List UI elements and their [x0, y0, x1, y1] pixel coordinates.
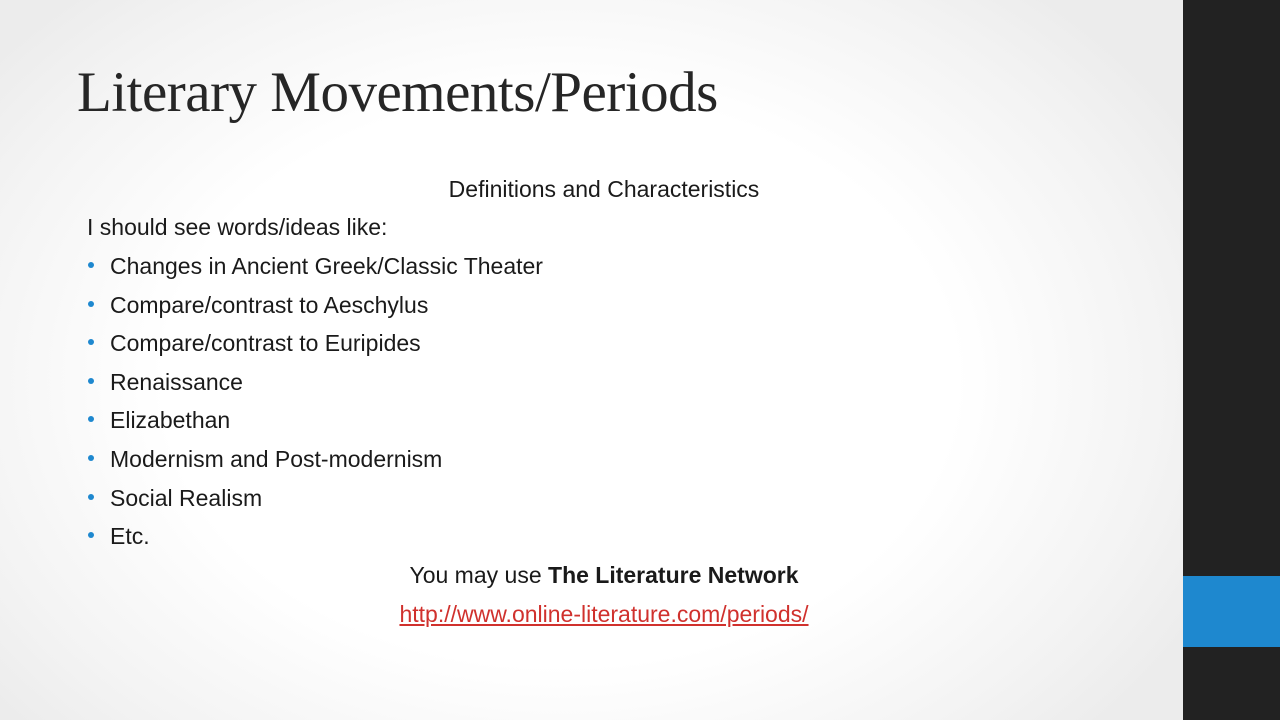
bullet-icon — [88, 494, 94, 500]
list-item — [87, 289, 543, 328]
list-item — [87, 520, 543, 559]
bullet-icon — [88, 339, 94, 345]
list-item — [87, 443, 543, 482]
list-item — [87, 366, 543, 405]
slide-title: Literary Movements/Periods — [77, 61, 718, 124]
bullet-list — [87, 250, 543, 559]
list-item-label: Social Realism — [110, 484, 263, 511]
list-item — [87, 327, 543, 366]
list-item — [87, 482, 543, 521]
source-name: The Literature Network — [548, 562, 799, 588]
bullet-icon — [88, 416, 94, 422]
source-line — [0, 559, 1208, 591]
bullet-icon — [88, 378, 94, 384]
list-item — [87, 404, 543, 443]
bullet-icon — [88, 455, 94, 461]
list-item-label: Renaissance — [110, 368, 243, 395]
list-item-label: Etc. — [110, 523, 150, 550]
intro-text: I should see words/ideas like: — [87, 214, 388, 240]
source-prefix: You may use — [409, 562, 549, 588]
sidebar-accent-block — [1183, 576, 1280, 647]
list-item-label: Compare/contrast to Aeschylus — [110, 291, 429, 318]
literature-network-link[interactable]: http://www.online-literature.com/periods/ — [399, 601, 809, 627]
bullet-icon — [88, 262, 94, 268]
list-item-label: Changes in Ancient Greek/Classic Theater — [110, 253, 543, 279]
link-line — [0, 598, 1208, 630]
bullet-icon — [88, 532, 94, 538]
list-item-label: Compare/contrast to Euripides — [110, 330, 421, 357]
slide-subtitle: Definitions and Characteristics — [448, 176, 760, 202]
list-item-label: Elizabethan — [110, 407, 231, 434]
bullet-icon — [88, 301, 94, 307]
list-item-label: Modernism and Post-modernism — [110, 445, 443, 472]
list-item — [87, 250, 543, 289]
